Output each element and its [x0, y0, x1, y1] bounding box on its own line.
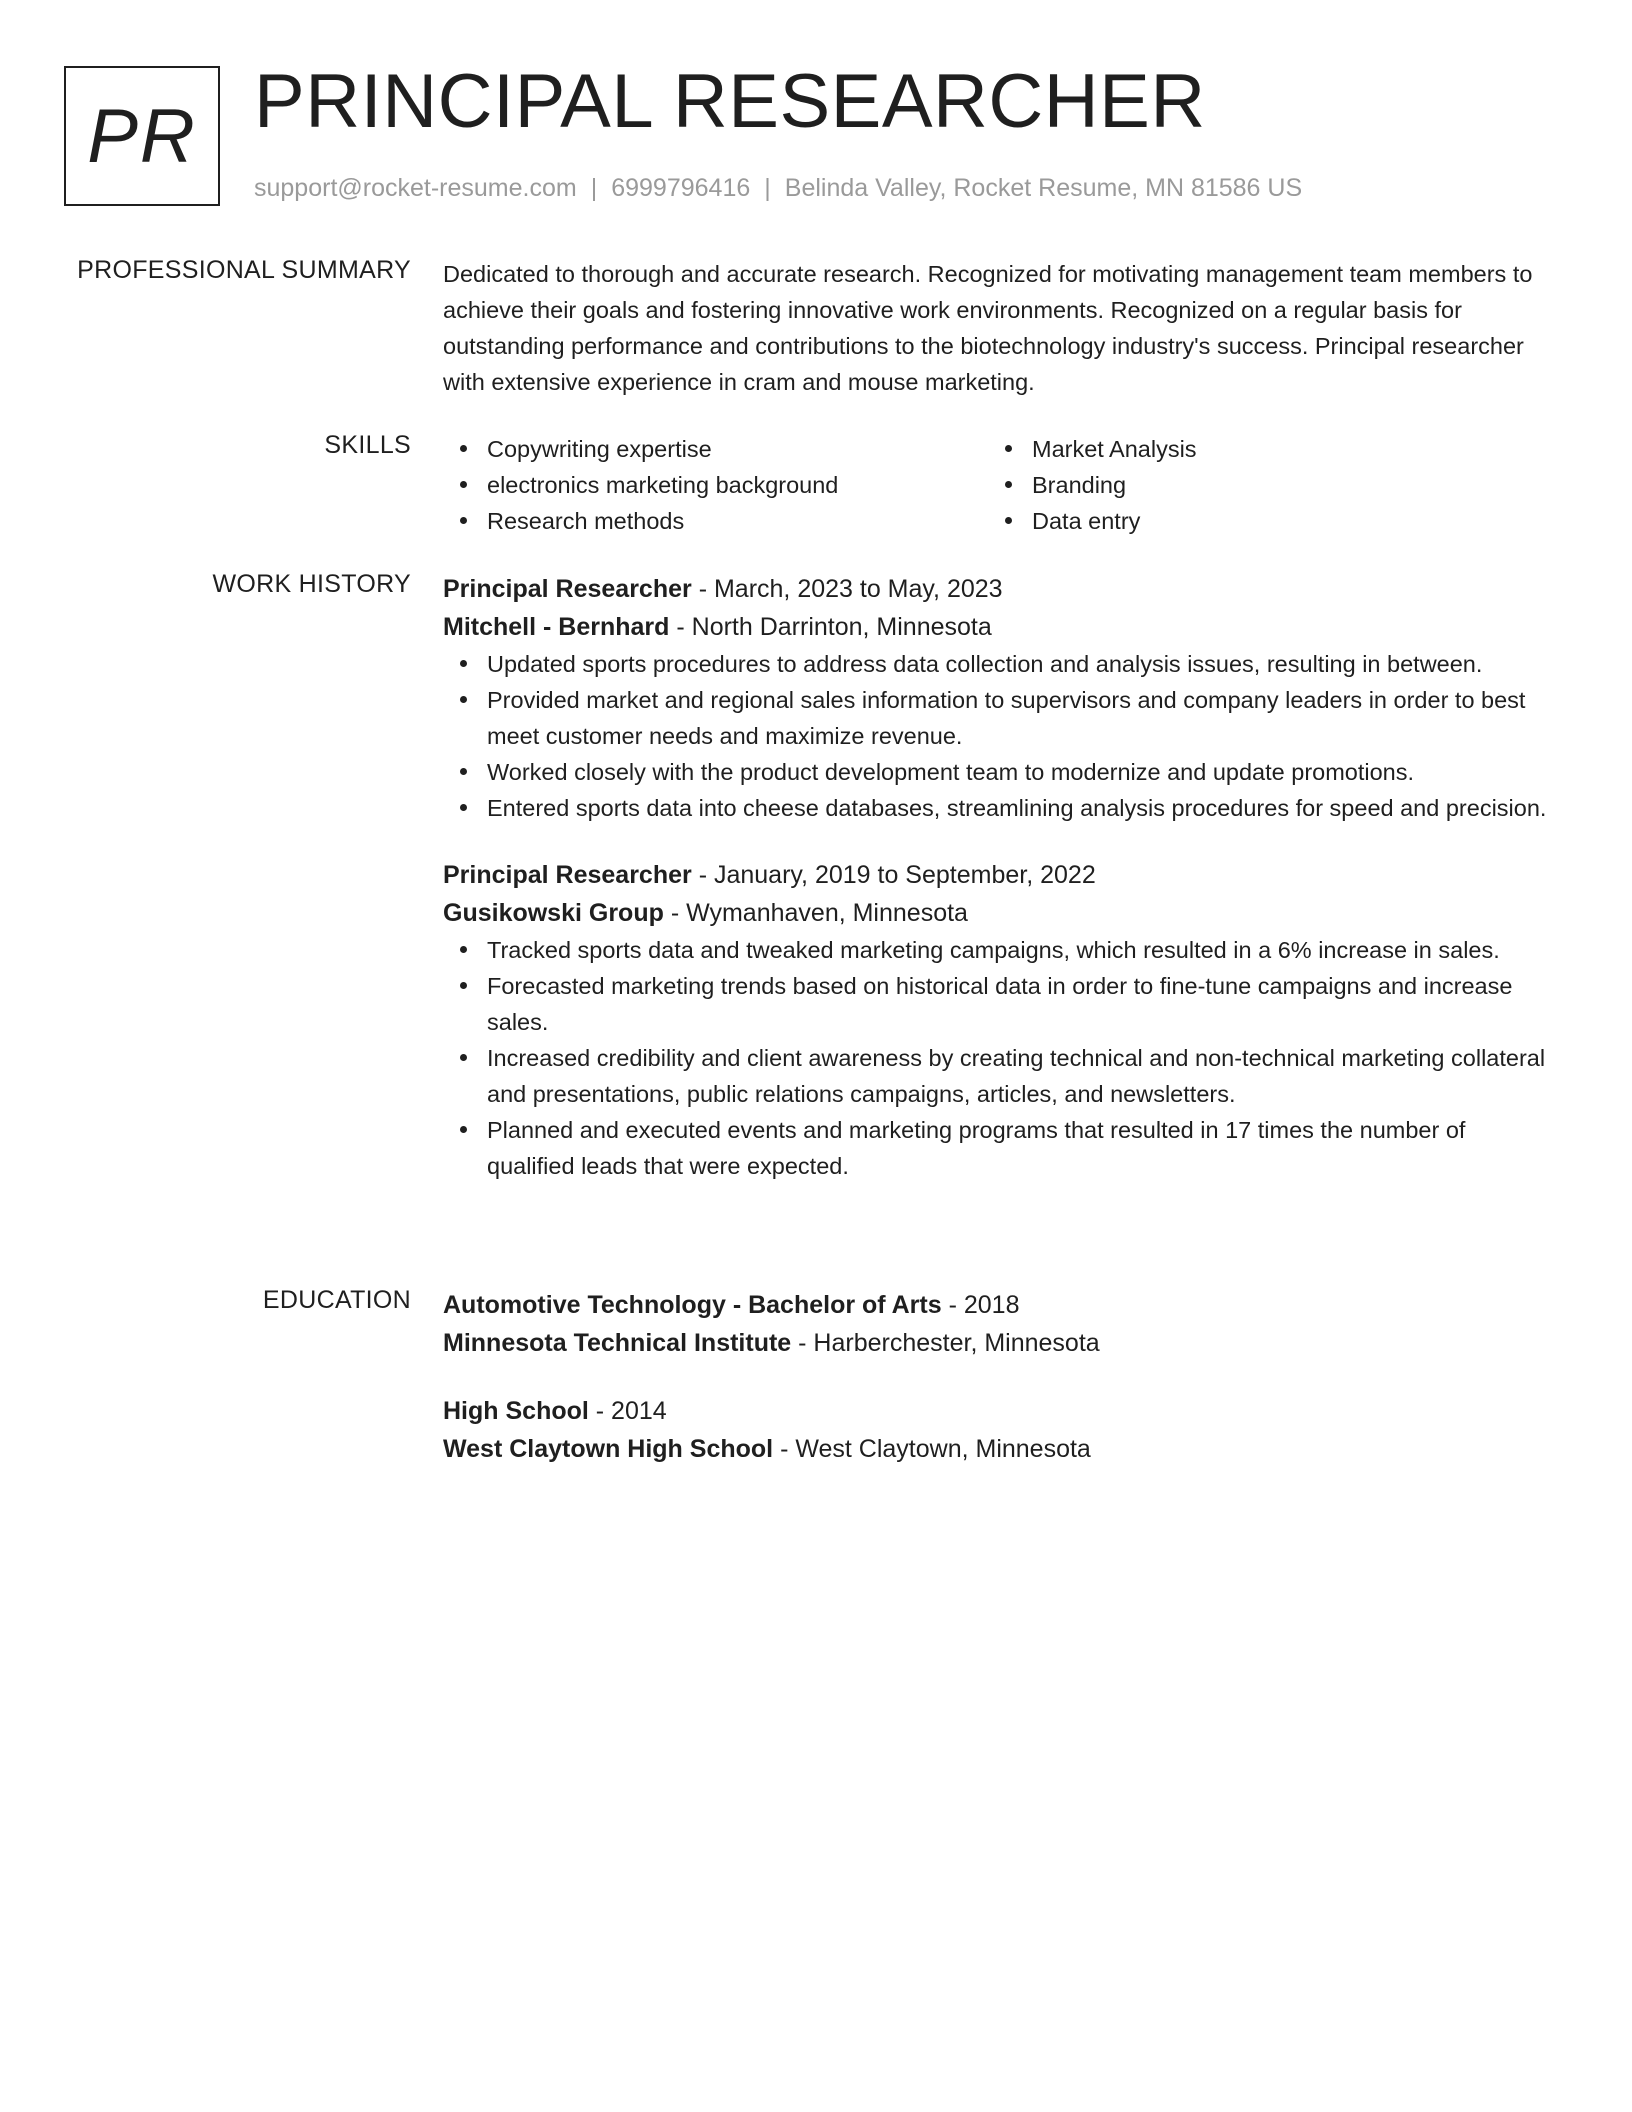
job-bullets: [443, 646, 1553, 826]
job-location: - Wymanhaven, Minnesota: [663, 899, 968, 927]
skills-body: [443, 431, 1553, 539]
job-title-line: [443, 570, 1553, 608]
education-title: EDUCATION: [262, 1286, 411, 1314]
skills-column-left: [443, 431, 988, 539]
contact-phone: 6999796416: [611, 174, 751, 202]
job-bullet: Forecasted marketing trends based on historical data in order to fine-tune campaigns and increase sales.: [487, 968, 1553, 1040]
job-company-line: [443, 608, 1553, 646]
contact-line: [254, 174, 1302, 203]
contact-address: Belinda Valley, Rocket Resume, MN 81586 US: [784, 174, 1303, 202]
job-dates: - March, 2023 to May, 2023: [691, 575, 1003, 603]
resume-name: PRINCIPAL RESEARCHER: [254, 59, 1206, 144]
education-entry: [443, 1392, 1553, 1468]
skills-column-right: [988, 431, 1533, 539]
skill-item: electronics marketing background: [487, 467, 988, 503]
job-company: Gusikowski Group: [443, 899, 664, 927]
job-location: - North Darrinton, Minnesota: [669, 613, 992, 641]
job-bullet: Worked closely with the product development team to modernize and update promotions.: [487, 754, 1553, 790]
skill-item: Research methods: [487, 503, 988, 539]
education-location: - West Claytown, Minnesota: [773, 1435, 1091, 1463]
contact-separator: |: [764, 174, 771, 202]
job-bullet: Tracked sports data and tweaked marketing campaigns, which resulted in a 6% increase in sales.: [487, 932, 1553, 968]
education-location: - Harberchester, Minnesota: [791, 1329, 1100, 1357]
job-bullets: [443, 932, 1553, 1184]
job-bullet: Provided market and regional sales information to supervisors and company leaders in order to best meet customer needs and maximize revenue.: [487, 682, 1553, 754]
education-school: Minnesota Technical Institute: [443, 1329, 792, 1357]
education-entry: [443, 1286, 1553, 1362]
work-title: WORK HISTORY: [212, 570, 411, 598]
education-degree: High School: [443, 1397, 589, 1425]
job-company-line: [443, 894, 1553, 932]
skill-item: Copywriting expertise: [487, 431, 988, 467]
job-company: Mitchell - Bernhard: [443, 613, 670, 641]
skill-item: Market Analysis: [1032, 431, 1533, 467]
job-bullet: Updated sports procedures to address data collection and analysis issues, resulting in between.: [487, 646, 1553, 682]
contact-separator: |: [590, 174, 598, 202]
education-school: West Claytown High School: [443, 1435, 774, 1463]
work-body: [443, 570, 1553, 1184]
education-school-line: [443, 1324, 1553, 1362]
education-body: [443, 1286, 1553, 1468]
education-degree: Automotive Technology - Bachelor of Arts: [443, 1291, 942, 1319]
job-title-line: [443, 856, 1553, 894]
contact-email: support@rocket-resume.com: [254, 174, 577, 202]
skill-item: Branding: [1032, 467, 1533, 503]
skills-title: SKILLS: [324, 431, 411, 459]
summary-text: Dedicated to thorough and accurate research. Recognized for motivating management team members to achieve their goals and fostering innovative work environments. Recognized on a regular basis for outstanding performance and contributions to the biotechnology industry's success. Principal researcher with extensive experience in cram and mouse marketing.: [443, 261, 1533, 395]
job-role: Principal Researcher: [443, 861, 692, 889]
education-school-line: [443, 1430, 1553, 1468]
education-degree-line: [443, 1286, 1553, 1324]
job-entry: [443, 570, 1553, 826]
job-entry: [443, 856, 1553, 1184]
education-year: - 2018: [941, 1291, 1020, 1319]
summary-title: PROFESSIONAL SUMMARY: [77, 256, 411, 284]
monogram-text: PR: [87, 93, 197, 179]
education-degree-line: [443, 1392, 1553, 1430]
education-year: - 2014: [588, 1397, 667, 1425]
skill-item: Data entry: [1032, 503, 1533, 539]
job-dates: - January, 2019 to September, 2022: [691, 861, 1096, 889]
job-bullet: Increased credibility and client awareness by creating technical and non-technical marketing collateral and presentations, public relations campaigns, articles, and newsletters.: [487, 1040, 1553, 1112]
job-bullet: Entered sports data into cheese databases, streamlining analysis procedures for speed and precision.: [487, 790, 1553, 826]
job-role: Principal Researcher: [443, 575, 692, 603]
monogram-box: [64, 66, 220, 206]
job-bullet: Planned and executed events and marketing programs that resulted in 17 times the number of qualified leads that were expected.: [487, 1112, 1553, 1184]
